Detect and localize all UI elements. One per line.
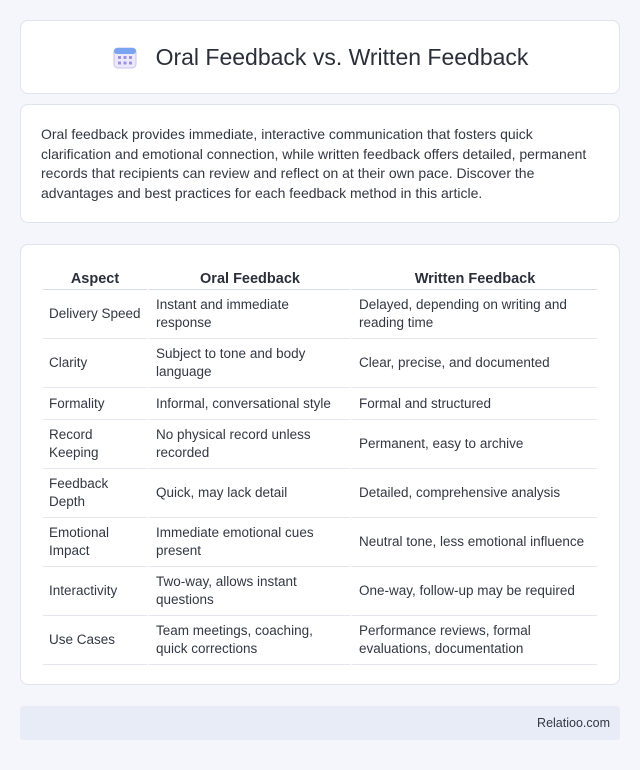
cell-written: Permanent, easy to archive (350, 420, 597, 469)
cell-written: Detailed, comprehensive analysis (350, 469, 597, 518)
table-row (43, 290, 597, 339)
header-aspect: Aspect (43, 265, 147, 290)
cell-oral: Two-way, allows instant questions (147, 567, 350, 616)
cell-aspect: Delivery Speed (43, 290, 147, 339)
cell-aspect: Use Cases (43, 616, 147, 665)
footer-site-link[interactable]: Relatioo.com (537, 716, 610, 730)
cell-written: Performance reviews, formal evaluations, documentation (350, 616, 597, 665)
cell-aspect: Feedback Depth (43, 469, 147, 518)
cell-oral: Informal, conversational style (147, 388, 350, 420)
header-oral: Oral Feedback (147, 265, 350, 290)
cell-written: Clear, precise, and documented (350, 339, 597, 388)
cell-written: One-way, follow-up may be required (350, 567, 597, 616)
cell-aspect: Record Keeping (43, 420, 147, 469)
cell-oral: Instant and immediate response (147, 290, 350, 339)
cell-oral: Team meetings, coaching, quick corrections (147, 616, 350, 665)
intro-text: Oral feedback provides immediate, interactive communication that fosters quick clarification and emotional connection, while written feedback offers detailed, permanent records that recipients can review and reflect on at their own pace. Discover the advantages and best practices for each feedback method in this article. (41, 126, 587, 201)
cell-oral: Quick, may lack detail (147, 469, 350, 518)
table-row (43, 518, 597, 567)
footer (20, 706, 620, 740)
comparison-table-card (20, 244, 620, 685)
table-row (43, 388, 597, 420)
table-row (43, 469, 597, 518)
cell-aspect: Interactivity (43, 567, 147, 616)
table-row (43, 339, 597, 388)
cell-aspect: Clarity (43, 339, 147, 388)
table-row (43, 567, 597, 616)
cell-written: Neutral tone, less emotional influence (350, 518, 597, 567)
header-written: Written Feedback (350, 265, 597, 290)
calendar-icon (112, 44, 138, 70)
cell-oral: Immediate emotional cues present (147, 518, 350, 567)
cell-oral: No physical record unless recorded (147, 420, 350, 469)
cell-written: Formal and structured (350, 388, 597, 420)
page-title: Oral Feedback vs. Written Feedback (155, 43, 529, 70)
comparison-table (43, 265, 597, 665)
cell-aspect: Formality (43, 388, 147, 420)
cell-aspect: Emotional Impact (43, 518, 147, 567)
title-card (20, 20, 620, 94)
table-header-row (43, 265, 597, 290)
table-row (43, 616, 597, 665)
intro-card (20, 104, 620, 223)
cell-oral: Subject to tone and body language (147, 339, 350, 388)
cell-written: Delayed, depending on writing and reading time (350, 290, 597, 339)
table-row (43, 420, 597, 469)
